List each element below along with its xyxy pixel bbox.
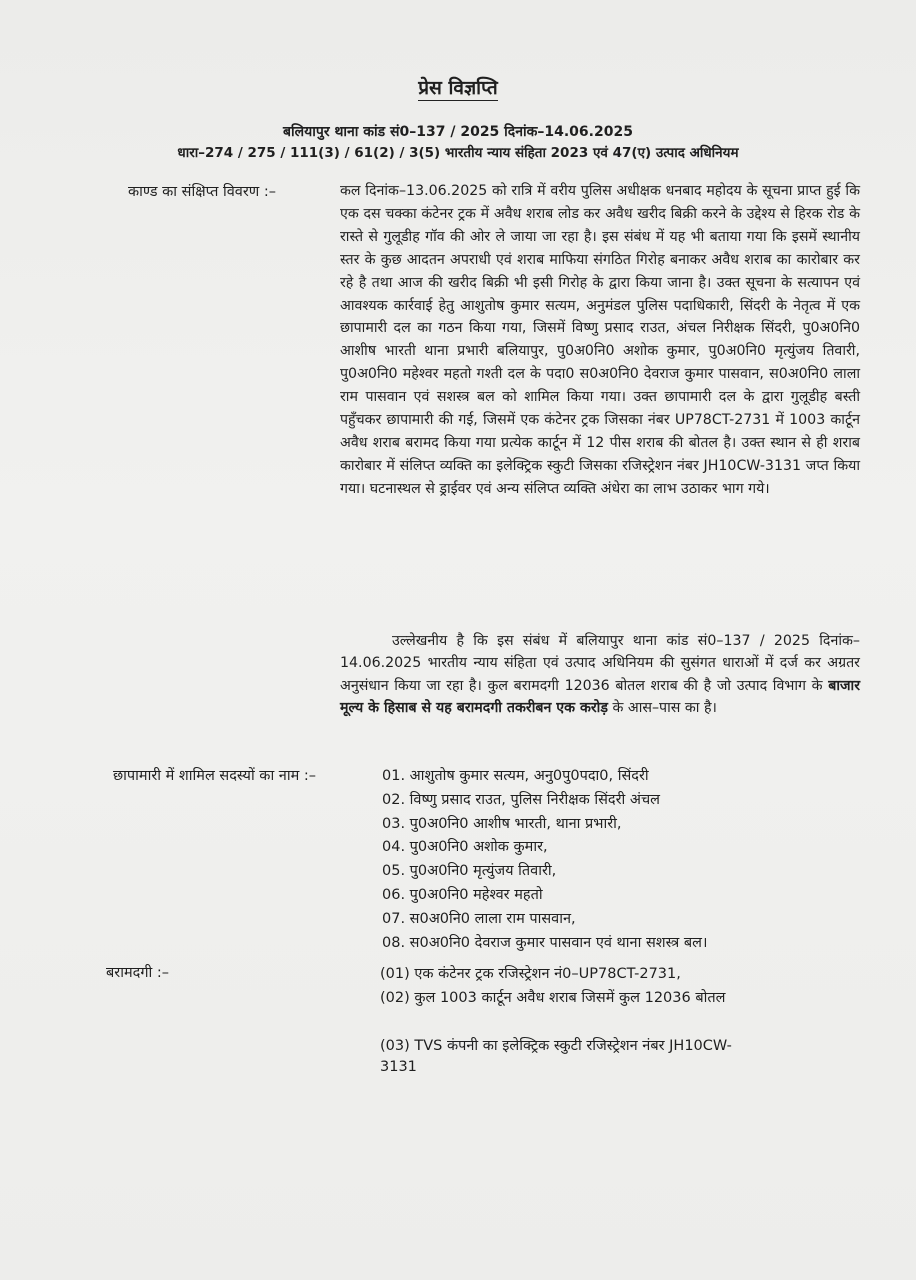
member-item: 06. पु0अ0नि0 महेश्वर महतो	[382, 886, 543, 903]
member-item: 01. आशुतोष कुमार सत्यम, अनु0पु0पदा0, सिंदरी	[382, 768, 649, 784]
member-item: 03. पु0अ0नि0 आशीष भारती, थाना प्रभारी,	[382, 815, 622, 832]
case-number-line: बलियापुर थाना कांड सं0–137 / 2025 दिनांक–14.06.2025	[283, 124, 633, 140]
member-item: 02. विष्णु प्रसाद राउत, पुलिस निरीक्षक सिंदरी अंचल	[382, 791, 661, 808]
paragraph-2-end-text: के आस–पास का है।	[607, 699, 717, 716]
page-title	[0, 74, 916, 100]
recovery-label: बरामदगी :–	[106, 965, 169, 981]
members-list	[382, 765, 862, 955]
member-item: 04. पु0अ0नि0 अशोक कुमार,	[382, 839, 548, 856]
summary-paragraph-2	[340, 630, 860, 719]
recovery-item: (02) कुल 1003 कार्टून अवैध शराब जिसमें कुल 12036 बोतल	[380, 990, 726, 1006]
members-label: छापामारी में शामिल सदस्यों का नाम :–	[113, 768, 317, 784]
summary-paragraph-1: कल दिनांक–13.06.2025 को रात्रि में वरीय पुलिस अधीक्षक धनबाद महोदय के सूचना प्राप्त हुई कि एक दस चक्का कंटेनर ट्रक में अवैध शराब लोड कर अवैध खरीद बिक्री करने के उद्देश्य से हिरक रोड के रास्ते से गुलूडीह गॉव की ओर ले जाया जा रहा है। इस संबंध में यह भी बताया गया कि इसमें स्थानीय स्तर के कुछ आदतन अपराधी एवं शराब माफिया संगठित गिरोह बनाकर अवैध शराब का कारोबार कर रहे है तथा आज की खरीद बिक्री भी इसी गिरोह के द्वारा किया जाना है। उक्त सूचना के सत्यापन एवं आवश्यक कार्रवाई हेतु आशुतोष कुमार सत्यम, अनुमंडल पुलिस पदाधिकारी, सिंदरी के नेतृत्व में एक छापामारी दल का गठन किया गया, जिसमें विष्णु प्रसाद राउत, अंचल निरीक्षक सिंदरी, पु0अ0नि0 आशीष भारती थाना प्रभारी बलियापुर, पु0अ0नि0 अशोक कुमार, पु0अ0नि0 मृत्युंजय तिवारी, पु0अ0नि0 महेश्वर महतो गश्ती दल के पदा0 स0अ0नि0 देवराज कुमार पासवान, स0अ0नि0 लाला राम पासवान एवं सशस्त्र बल को शामिल किया गया। उक्त छापामारी दल के द्वारा गुलूडीह बस्ती पहुँचकर छापामारी की गई, जिसमें एक कंटेनर ट्रक जिसका नंबर UP78CT-2731 में 1003 कार्टून अवैध शराब बरामद किया गया प्रत्येक कार्टून में 12 पीस शराब की बोतल है। उक्त स्थान से ही शराब कारोबार में संलिप्त व्यक्ति का इलेक्ट्रिक स्कुटी जिसका रजिस्ट्रेशन नंबर JH10CW-3131 जप्त किया गया। घटनास्थल से ड्राईवर एवं अन्य संलिप्त व्यक्ति अंधेरा का लाभ उठाकर भाग गये।	[340, 183, 860, 497]
paragraph-2-text: उल्लेखनीय है कि इस संबंध में बलियापुर थाना कांड सं0–137 / 2025 दिनांक–14.06.2025 भारतीय न्याय संहिता एवं उत्पाद अधिनियम की सुसंगत धाराओं में दर्ज कर अग्रतर अनुसंधान किया जा रहा है। कुल बरामदगी 12036 बोतल शराब की है जो उत्पाद विभाग के	[340, 633, 860, 694]
member-item: 07. स0अ0नि0 लाला राम पासवान,	[382, 910, 576, 927]
member-item: 08. स0अ0नि0 देवराज कुमार पासवान एवं थाना सशस्त्र बल।	[382, 934, 708, 951]
recovery-item: (01) एक कंटेनर ट्रक रजिस्ट्रेशन नं0–UP78CT-2731,	[380, 966, 681, 982]
summary-label: काण्ड का संक्षिप्त विवरण :–	[128, 184, 276, 200]
paragraph-2-bold-text: बाजार मूल्य के हिसाब से यह बरामदगी तकरीबन एक करोड़	[340, 677, 860, 716]
case-sections-line: धारा–274 / 275 / 111(3) / 61(2) / 3(5) भारतीय न्याय संहिता 2023 एवं 47(ए) उत्पाद अधिनियम	[177, 145, 739, 161]
page-title-text: प्रेस विज्ञप्ति	[418, 77, 498, 99]
recovery-item-3-continuation: 3131	[380, 1059, 417, 1075]
recovery-item-3: (03) TVS कंपनी का इलेक्ट्रिक स्कुटी रजिस्ट्रेशन नंबर JH10CW-	[380, 1038, 732, 1054]
member-item: 05. पु0अ0नि0 मृत्युंजय तिवारी,	[382, 863, 557, 880]
recovery-list	[380, 962, 850, 1010]
